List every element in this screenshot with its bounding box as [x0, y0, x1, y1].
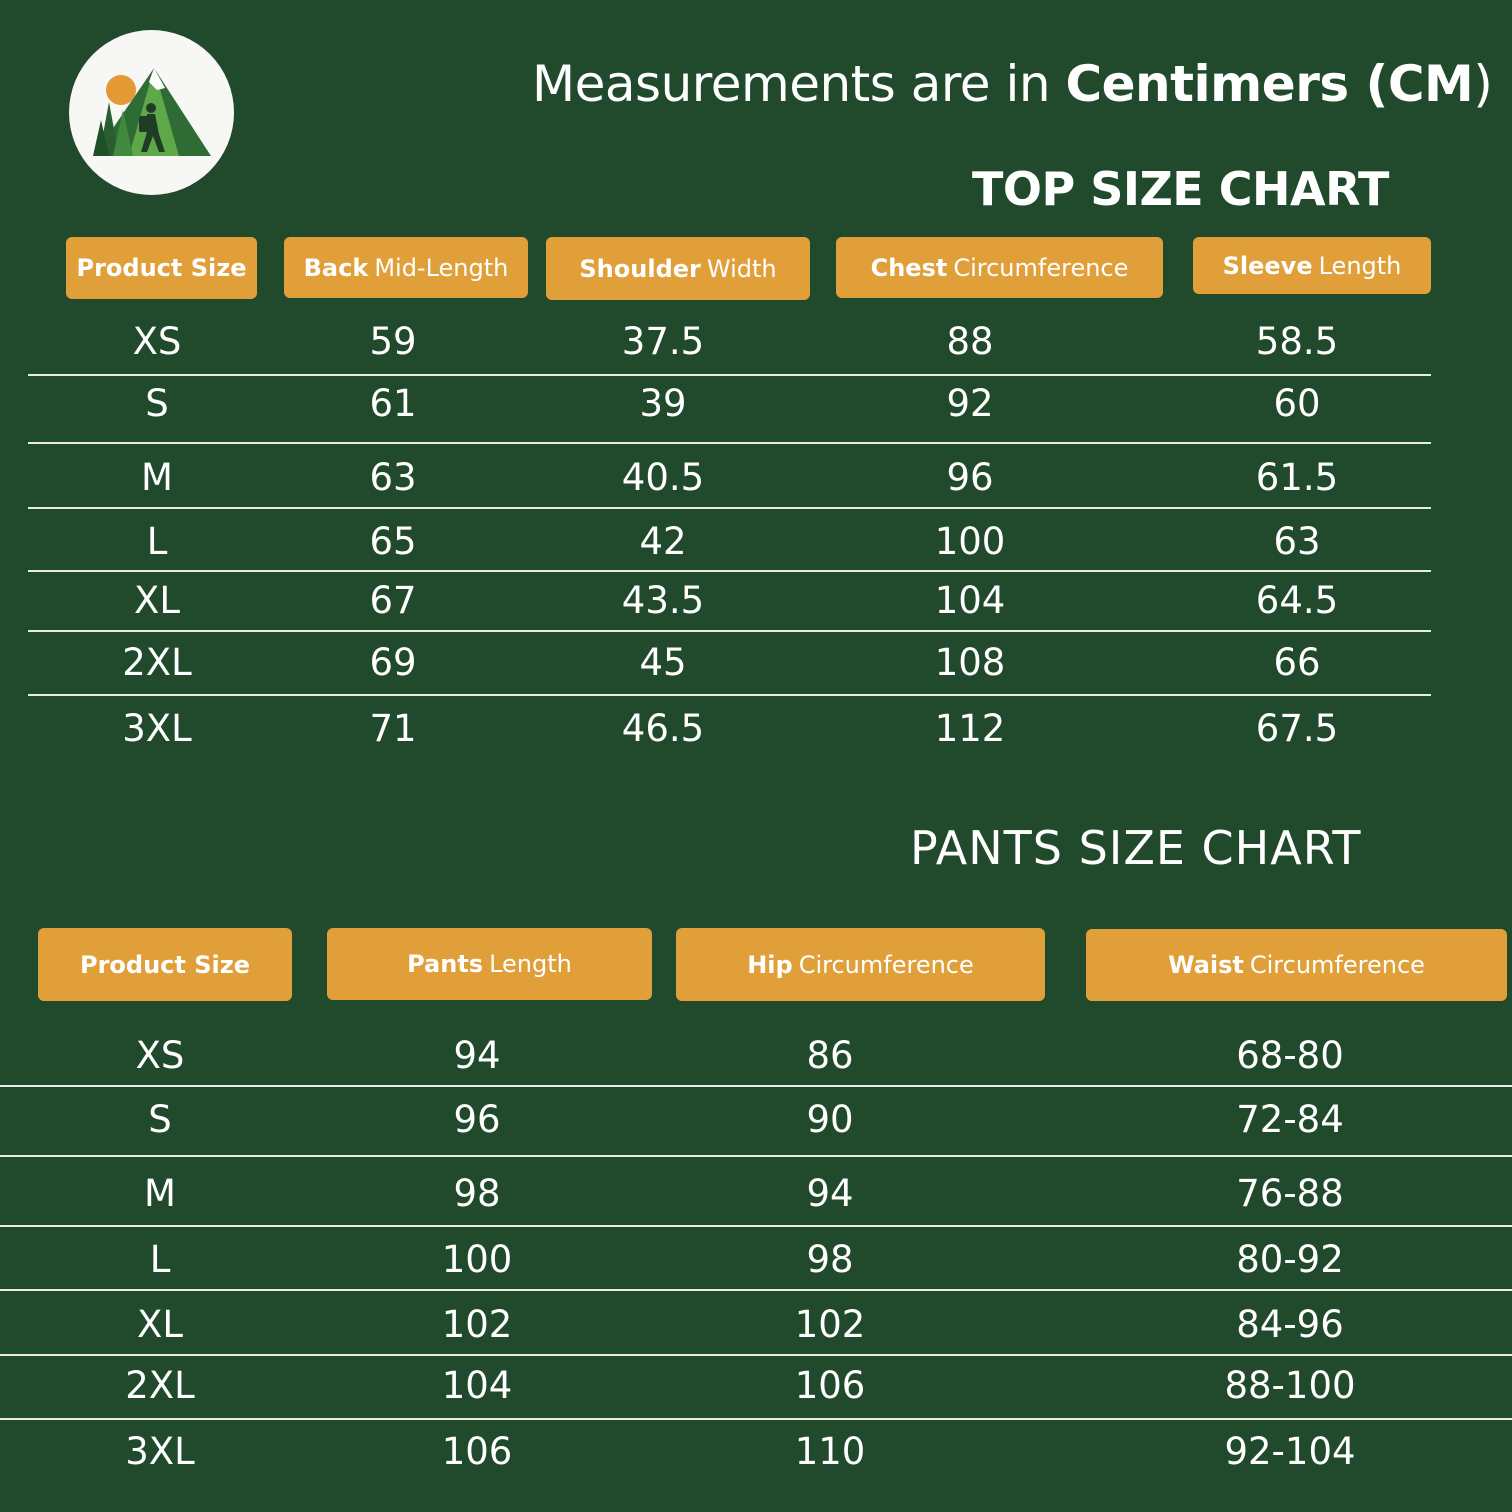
row-divider — [28, 507, 1431, 509]
pants-header-2 — [676, 928, 1045, 1001]
row-divider — [0, 1289, 1512, 1291]
pants-cell: 86 — [806, 1034, 854, 1077]
top-chart-title: TOP SIZE CHART — [972, 162, 1389, 216]
pants-cell: 94 — [453, 1034, 501, 1077]
row-divider — [28, 694, 1431, 696]
pants-cell: 104 — [441, 1364, 513, 1407]
top-cell: 37.5 — [621, 320, 705, 363]
top-cell: M — [141, 456, 173, 499]
table-row — [0, 1024, 1512, 1088]
table-row — [0, 310, 1512, 374]
table-row — [0, 1088, 1512, 1152]
units-headline — [532, 52, 1492, 116]
top-header-1 — [284, 237, 528, 298]
top-cell: 40.5 — [621, 456, 705, 499]
headline-bold: Centimers (CM — [1065, 55, 1474, 113]
table-row — [0, 446, 1512, 510]
top-cell: 71 — [369, 707, 417, 750]
top-cell: 96 — [946, 456, 994, 499]
top-cell: 63 — [1273, 520, 1321, 563]
pants-header-1 — [327, 928, 652, 1000]
pants-cell: XL — [137, 1303, 183, 1346]
pants-cell: 102 — [794, 1303, 866, 1346]
pants-cell: S — [148, 1098, 172, 1141]
top-cell: 67.5 — [1255, 707, 1339, 750]
top-cell: 61.5 — [1255, 456, 1339, 499]
top-cell: 46.5 — [621, 707, 705, 750]
pants-cell: 92-104 — [1224, 1430, 1356, 1473]
row-divider — [0, 1418, 1512, 1420]
table-row — [0, 1293, 1512, 1357]
pants-cell: 2XL — [125, 1364, 195, 1407]
table-row — [0, 1162, 1512, 1226]
top-cell: 92 — [946, 382, 994, 425]
top-cell: L — [146, 520, 168, 563]
top-header-rest: Width — [706, 254, 777, 283]
pants-cell: M — [144, 1172, 176, 1215]
top-cell: 88 — [946, 320, 994, 363]
top-cell: 108 — [934, 641, 1006, 684]
top-cell: 100 — [934, 520, 1006, 563]
top-header-3 — [836, 237, 1163, 298]
top-header-bold: Chest — [870, 253, 948, 282]
top-cell: 104 — [934, 579, 1006, 622]
top-header-2 — [546, 237, 810, 300]
row-divider — [28, 630, 1431, 632]
pants-cell: 84-96 — [1236, 1303, 1344, 1346]
top-cell: 67 — [369, 579, 417, 622]
pants-header-rest: Length — [489, 950, 572, 978]
mountain-hiker-logo-icon — [69, 30, 234, 195]
top-cell: 65 — [369, 520, 417, 563]
table-row — [0, 1420, 1512, 1484]
top-header-bold: Shoulder — [579, 254, 701, 283]
pants-cell: XS — [135, 1034, 185, 1077]
top-cell: 66 — [1273, 641, 1321, 684]
pants-cell: 68-80 — [1236, 1034, 1344, 1077]
top-header-rest: Circumference — [953, 253, 1129, 282]
table-row — [0, 510, 1512, 574]
top-cell: 63 — [369, 456, 417, 499]
pants-header-bold: Waist — [1168, 951, 1244, 979]
top-cell: 64.5 — [1255, 579, 1339, 622]
table-row — [0, 372, 1512, 436]
top-cell: 61 — [369, 382, 417, 425]
top-header-bold: Product Size — [76, 254, 247, 282]
pants-cell: 88-100 — [1224, 1364, 1356, 1407]
pants-cell: 98 — [806, 1238, 854, 1281]
top-cell: 112 — [934, 707, 1006, 750]
pants-cell: 94 — [806, 1172, 854, 1215]
row-divider — [0, 1085, 1512, 1087]
top-header-bold: Back — [303, 253, 369, 282]
pants-chart-title: PANTS SIZE CHART — [910, 821, 1362, 875]
top-cell: 60 — [1273, 382, 1321, 425]
pants-header-bold: Product Size — [80, 950, 250, 979]
top-cell: 59 — [369, 320, 417, 363]
table-row — [0, 697, 1512, 761]
pants-header-bold: Hip — [747, 950, 793, 979]
pants-cell: 106 — [441, 1430, 513, 1473]
brand-logo — [69, 30, 234, 195]
top-cell: 45 — [639, 641, 687, 684]
row-divider — [0, 1354, 1512, 1356]
pants-cell: 76-88 — [1236, 1172, 1344, 1215]
pants-cell: 110 — [794, 1430, 866, 1473]
pants-header-3 — [1086, 929, 1507, 1001]
table-row — [0, 1228, 1512, 1292]
headline-suffix: ) — [1473, 55, 1493, 113]
top-cell: 42 — [639, 520, 687, 563]
pants-cell: 72-84 — [1236, 1098, 1344, 1141]
row-divider — [28, 374, 1431, 376]
top-cell: S — [145, 382, 169, 425]
top-cell: 58.5 — [1255, 320, 1339, 363]
pants-header-0 — [38, 928, 292, 1001]
top-cell: XS — [132, 320, 182, 363]
table-row — [0, 1354, 1512, 1418]
pants-header-bold: Pants — [407, 950, 484, 978]
table-row — [0, 569, 1512, 633]
pants-cell: 80-92 — [1236, 1238, 1344, 1281]
pants-cell: 100 — [441, 1238, 513, 1281]
pants-header-rest: Circumference — [1249, 951, 1425, 979]
pants-cell: 96 — [453, 1098, 501, 1141]
row-divider — [0, 1225, 1512, 1227]
pants-cell: 102 — [441, 1303, 513, 1346]
pants-cell: 106 — [794, 1364, 866, 1407]
pants-cell: 98 — [453, 1172, 501, 1215]
table-row — [0, 631, 1512, 695]
row-divider — [28, 442, 1431, 444]
top-cell: 3XL — [122, 707, 192, 750]
top-cell: 69 — [369, 641, 417, 684]
row-divider — [28, 570, 1431, 572]
top-cell: XL — [134, 579, 180, 622]
top-header-4 — [1193, 237, 1431, 294]
top-cell: 39 — [639, 382, 687, 425]
top-header-0 — [66, 237, 257, 299]
top-header-bold: Sleeve — [1222, 251, 1313, 280]
top-cell: 2XL — [122, 641, 192, 684]
top-header-rest: Mid-Length — [374, 253, 509, 282]
pants-cell: 90 — [806, 1098, 854, 1141]
pants-cell: L — [149, 1238, 171, 1281]
pants-cell: 3XL — [125, 1430, 195, 1473]
top-cell: 43.5 — [621, 579, 705, 622]
pants-header-rest: Circumference — [798, 950, 974, 979]
top-header-rest: Length — [1318, 251, 1402, 280]
row-divider — [0, 1155, 1512, 1157]
headline-prefix: Measurements are in — [532, 55, 1066, 113]
